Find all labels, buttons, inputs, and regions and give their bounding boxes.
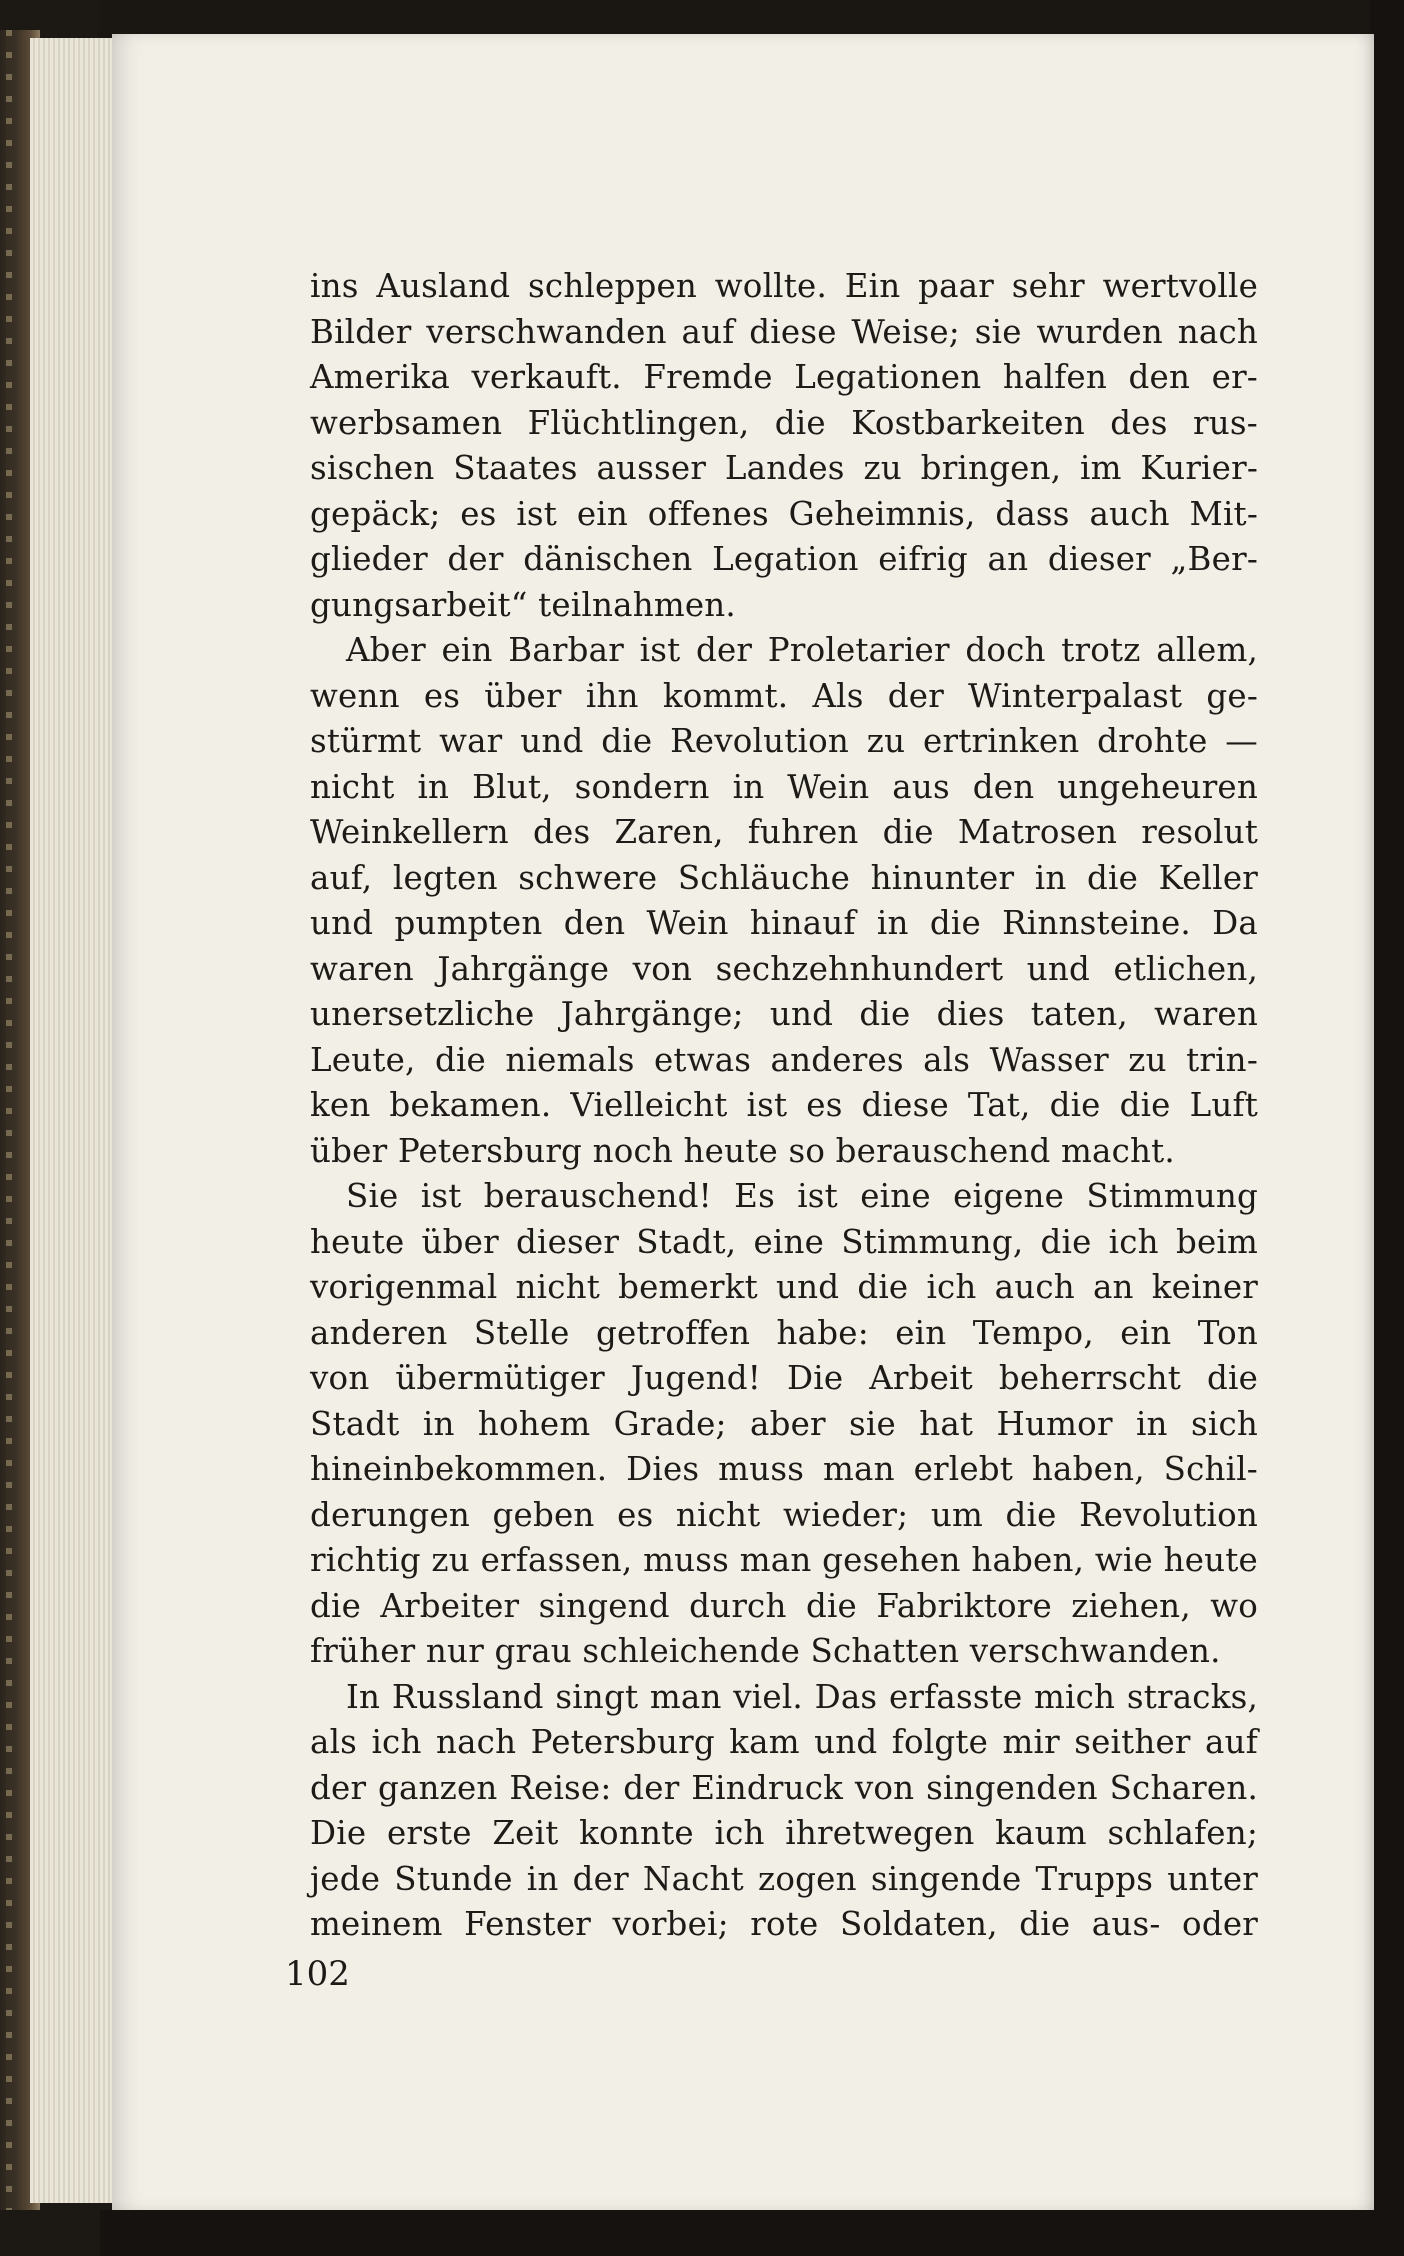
text-line: ins Ausland schleppen wollte. Ein paar sehr wertvolle (310, 267, 1258, 305)
text-line: und pumpten den Wein hinauf in die Rinnsteine. Da (310, 904, 1258, 942)
text-line: waren Jahrgänge von sechzehnhundert und etlichen, (310, 949, 1258, 988)
bottom-shadow (100, 2210, 1380, 2256)
text-line: richtig zu erfassen, muss man gesehen haben, wie heute (310, 1541, 1258, 1579)
text-line: jede Stunde in der Nacht zogen singende Trupps unter (310, 1859, 1258, 1898)
text-line: werbsamen Flüchtlingen, die Kostbarkeiten des rus- (310, 403, 1258, 442)
text-line: derungen geben es nicht wieder; um die Revolution (310, 1495, 1258, 1534)
text-line: die Arbeiter singend durch die Fabriktore ziehen, wo (310, 1586, 1258, 1625)
paragraph-start: In Russland singt man viel. Das erfasste mich stracks, (346, 1677, 1258, 1716)
text-line: als ich nach Petersburg kam und folgte mir seither auf (310, 1723, 1258, 1761)
text-line: früher nur grau schleichende Schatten verschwanden. (310, 1632, 1221, 1670)
text-line: anderen Stelle getroffen habe: ein Tempo, ein Ton (310, 1313, 1258, 1352)
text-line: stürmt war und die Revolution zu ertrinken drohte — (310, 722, 1258, 760)
text-line: hineinbekommen. Dies muss man erlebt haben, Schil- (310, 1450, 1258, 1488)
text-line: ken bekamen. Vielleicht ist es diese Tat, die die Luft (310, 1086, 1258, 1124)
text-line: auf, legten schwere Schläuche hinunter in die Keller (310, 858, 1258, 897)
text-line: über Petersburg noch heute so berauschend macht. (310, 1131, 1175, 1170)
text-line: der ganzen Reise: der Eindruck von singenden Scharen. (310, 1768, 1258, 1807)
text-line: Stadt in hohem Grade; aber sie hat Humor in sich (310, 1404, 1258, 1443)
text-line: vorigenmal nicht bemerkt und die ich auch an keiner (310, 1268, 1258, 1306)
book-cover-right (1370, 0, 1404, 2256)
text-line: meinem Fenster vorbei; rote Soldaten, die aus- oder (310, 1905, 1258, 1943)
text-line: heute über dieser Stadt, eine Stimmung, die ich beim (310, 1222, 1258, 1261)
book-page (112, 34, 1374, 2210)
text-line: von übermütiger Jugend! Die Arbeit beherrscht die (310, 1359, 1258, 1397)
text-line: gungsarbeit“ teilnahmen. (310, 585, 736, 624)
paragraph-start: Aber ein Barbar ist der Proletarier doch trotz allem, (346, 631, 1258, 669)
text-line: wenn es über ihn kommt. Als der Winterpalast ge- (310, 676, 1258, 715)
page-number: 102 (285, 1954, 350, 1994)
text-line: Die erste Zeit konnte ich ihretwegen kaum schlafen; (310, 1814, 1258, 1852)
text-line: gepäck; es ist ein offenes Geheimnis, dass auch Mit- (310, 494, 1258, 533)
text-line: nicht in Blut, sondern in Wein aus den ungeheuren (310, 767, 1258, 806)
text-line: Bilder verschwanden auf diese Weise; sie wurden nach (310, 312, 1258, 351)
text-line: unersetzliche Jahrgänge; und die dies taten, waren (310, 995, 1258, 1033)
text-line: glieder der dänischen Legation eifrig an dieser „Ber- (310, 540, 1258, 578)
paragraph-start: Sie ist berauschend! Es ist eine eigene Stimmung (346, 1177, 1258, 1215)
text-line: Weinkellern des Zaren, fuhren die Matrosen resolut (310, 813, 1258, 851)
text-line: sischen Staates ausser Landes zu bringen, im Kurier- (310, 449, 1258, 487)
text-line: Leute, die niemals etwas anderes als Wasser zu trin- (310, 1040, 1258, 1079)
text-line: Amerika verkauft. Fremde Legationen halfen den er- (310, 358, 1258, 396)
body-text (310, 264, 1258, 1948)
